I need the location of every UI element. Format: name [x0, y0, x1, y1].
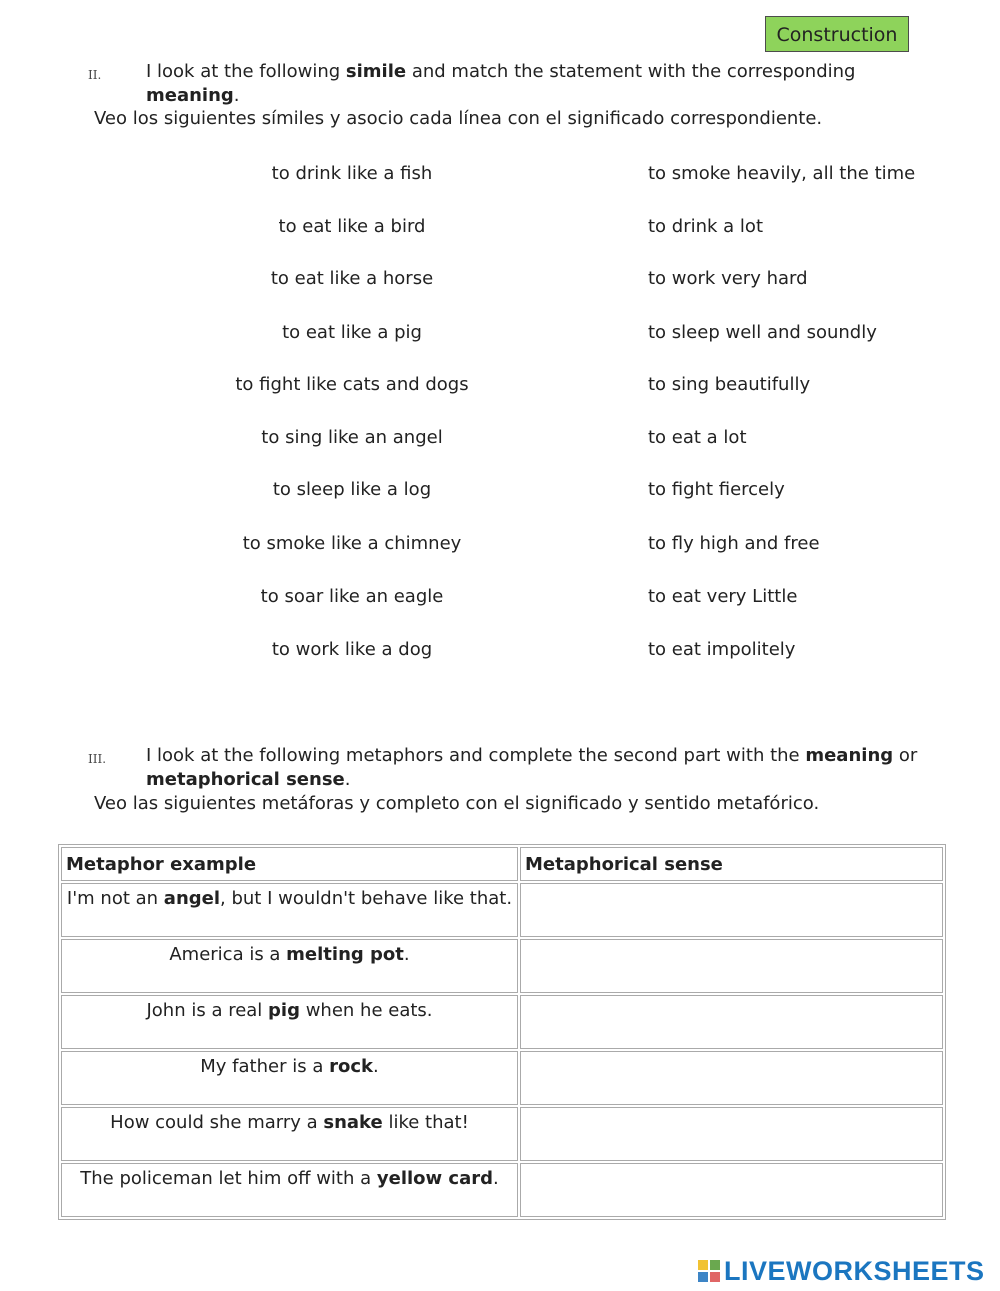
logo-block — [710, 1272, 720, 1282]
logo-text: LIVEWORKSHEETS — [724, 1255, 985, 1286]
metaphor-example — [61, 939, 518, 993]
instruction-keyword: simile — [345, 61, 407, 82]
metaphor-sense-answer[interactable] — [520, 1051, 943, 1105]
instruction-text: I look at the following — [146, 61, 346, 82]
construction-badge: Construction — [765, 16, 909, 52]
meaning-item[interactable]: to fight fiercely — [648, 479, 785, 500]
logo-blocks-icon — [698, 1260, 720, 1282]
column-header-sense: Metaphorical sense — [520, 847, 943, 881]
example-text: . — [493, 1168, 499, 1189]
table-row — [61, 1163, 943, 1217]
logo-block — [698, 1260, 708, 1270]
logo-block — [710, 1260, 720, 1270]
instruction-text: I look at the following metaphors and complete the second part with the — [146, 745, 806, 766]
metaphor-sense-answer[interactable] — [520, 1107, 943, 1161]
example-keyword: rock — [329, 1056, 373, 1077]
instruction-text: . — [233, 85, 240, 106]
instruction-keyword: metaphorical sense — [146, 769, 345, 790]
logo-block — [698, 1272, 708, 1282]
example-text: John is a real — [146, 1000, 269, 1021]
meaning-item[interactable]: to work very hard — [648, 268, 808, 289]
column-header-example: Metaphor example — [61, 847, 518, 881]
example-text: America is a — [169, 944, 287, 965]
metaphor-sense-answer[interactable] — [520, 1163, 943, 1217]
example-keyword: angel — [163, 888, 221, 909]
metaphor-table — [58, 844, 946, 1220]
table-row — [61, 1107, 943, 1161]
simile-item[interactable]: to fight like cats and dogs — [235, 374, 469, 395]
example-text: . — [372, 1056, 379, 1077]
meaning-item[interactable]: to smoke heavily, all the time — [648, 163, 916, 184]
example-keyword: melting pot — [286, 944, 404, 965]
metaphor-example — [61, 1163, 518, 1217]
example-text: . — [403, 944, 410, 965]
liveworksheets-logo — [698, 1256, 985, 1286]
simile-item[interactable]: to smoke like a chimney — [242, 533, 462, 554]
metaphor-sense-answer[interactable] — [520, 995, 943, 1049]
example-text: How could she marry a — [110, 1112, 324, 1133]
meaning-item[interactable]: to eat impolitely — [648, 639, 796, 660]
table-row — [61, 1051, 943, 1105]
metaphor-example — [61, 1051, 518, 1105]
section-2-numeral: II. — [88, 68, 102, 82]
meaning-item[interactable]: to fly high and free — [648, 533, 820, 554]
example-text: , but I wouldn't behave like that. — [220, 888, 513, 909]
example-text: when he eats. — [299, 1000, 433, 1021]
instruction-text: or — [893, 745, 918, 766]
section-3-spanish: Veo las siguientes metáforas y completo con el significado y sentido metafórico. — [94, 793, 820, 814]
example-text: like that! — [382, 1112, 469, 1133]
metaphor-example — [61, 1107, 518, 1161]
meaning-item[interactable]: to eat a lot — [648, 427, 747, 448]
table-row — [61, 883, 943, 937]
metaphor-sense-answer[interactable] — [520, 883, 943, 937]
table-row — [61, 939, 943, 993]
metaphor-example — [61, 995, 518, 1049]
simile-item[interactable]: to eat like a bird — [278, 216, 426, 237]
simile-item[interactable]: to drink like a fish — [271, 163, 433, 184]
section-2-spanish: Veo los siguientes símiles y asocio cada línea con el significado correspondiente. — [94, 108, 823, 129]
metaphor-example — [61, 883, 518, 937]
section-3-numeral: III. — [88, 752, 107, 766]
example-keyword: pig — [268, 1000, 300, 1021]
example-text: The policeman let him off with a — [80, 1168, 377, 1189]
example-text: I'm not an — [66, 888, 164, 909]
section-3-instruction — [146, 744, 946, 792]
simile-item[interactable]: to eat like a pig — [282, 322, 422, 343]
metaphor-sense-answer[interactable] — [520, 939, 943, 993]
instruction-text: . — [344, 769, 351, 790]
meaning-item[interactable]: to eat very Little — [648, 586, 798, 607]
instruction-text: and match the statement with the corresponding — [406, 61, 856, 82]
example-keyword: snake — [323, 1112, 383, 1133]
simile-item[interactable]: to sing like an angel — [261, 427, 443, 448]
table-header-row — [61, 847, 943, 881]
simile-item[interactable]: to soar like an eagle — [260, 586, 444, 607]
simile-item[interactable]: to sleep like a log — [272, 479, 432, 500]
instruction-keyword: meaning — [146, 85, 234, 106]
meaning-item[interactable]: to sing beautifully — [648, 374, 811, 395]
section-2-instruction — [146, 60, 946, 108]
simile-item[interactable]: to eat like a horse — [270, 268, 434, 289]
example-text: My father is a — [200, 1056, 330, 1077]
table-row — [61, 995, 943, 1049]
meaning-item[interactable]: to sleep well and soundly — [648, 322, 877, 343]
instruction-keyword: meaning — [805, 745, 894, 766]
simile-item[interactable]: to work like a dog — [271, 639, 433, 660]
meaning-item[interactable]: to drink a lot — [648, 216, 763, 237]
example-keyword: yellow card — [376, 1168, 493, 1189]
